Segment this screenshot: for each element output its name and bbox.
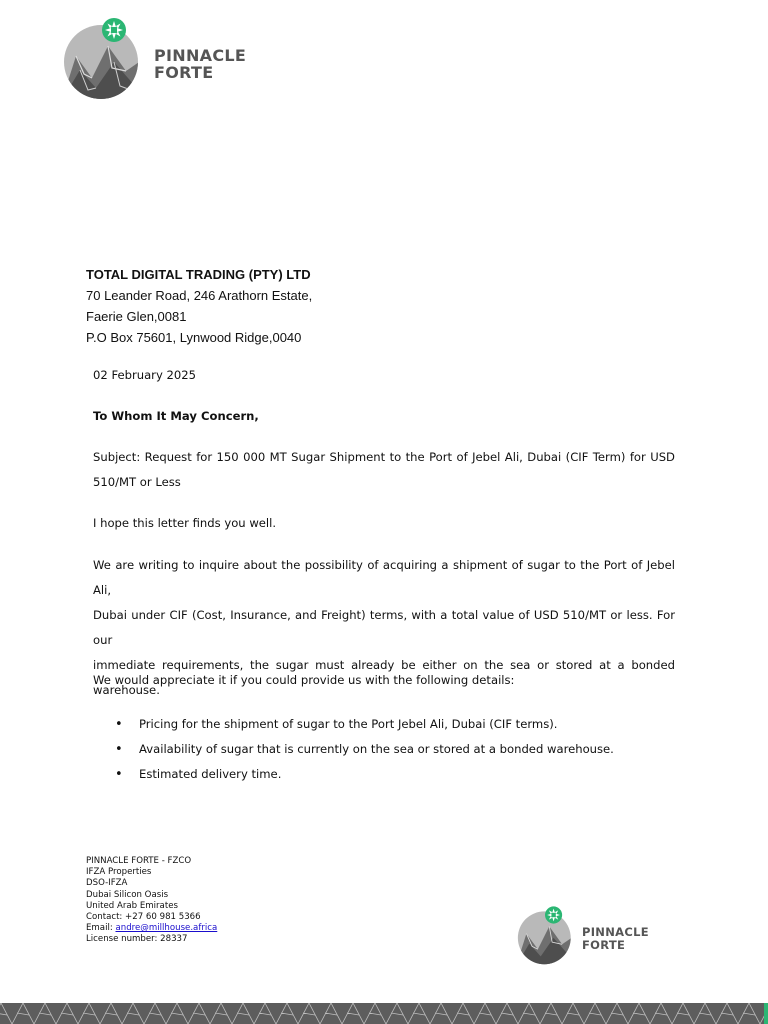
subject-line: Subject: Request for 150 000 MT Sugar Shipment to the Port of Jebel Ali, Dubai (CIF Term) for USD <box>93 450 675 464</box>
recipient-address-line: P.O Box 75601, Lynwood Ridge,0040 <box>86 330 302 345</box>
paragraph-line: We are writing to inquire about the possibility of acquiring a shipment of sugar to the Port of Jebel Ali, <box>93 558 675 597</box>
footer-contact: Contact: +27 60 981 5366 <box>86 912 201 923</box>
list-item: • Availability of sugar that is currently on the sea or stored at a bonded warehouse. <box>93 737 614 762</box>
email-link[interactable]: andre@millhouse.africa <box>115 923 218 934</box>
letter-greeting: I hope this letter finds you well. <box>93 516 277 530</box>
footer-line: United Arab Emirates <box>86 900 178 911</box>
paragraph-line: immediate requirements, the sugar must already be either on the sea or stored at a bonded <box>93 658 675 672</box>
paragraph-line: Dubai under CIF (Cost, Insurance, and Freight) terms, with a total value of USD 510/MT or less. For our <box>93 608 675 647</box>
letter-salutation: To Whom It May Concern, <box>93 409 259 423</box>
footer-email-row <box>86 923 217 934</box>
decorative-footer-band <box>0 1003 768 1024</box>
recipient-block <box>86 264 312 348</box>
subject-line: 510/MT or Less <box>93 475 181 489</box>
list-item: • Pricing for the shipment of sugar to the Port Jebel Ali, Dubai (CIF terms). <box>93 712 614 737</box>
logo-line-1: PINNACLE <box>582 925 649 939</box>
paragraph-line: warehouse. <box>93 683 160 697</box>
footer-license: License number: 28337 <box>86 934 188 945</box>
footer-line: PINNACLE FORTE - FZCO <box>86 856 192 866</box>
footer-line: IFZA Properties <box>86 867 152 878</box>
pinnacle-forte-logo-icon <box>516 905 574 965</box>
pinnacle-forte-logo-icon <box>62 16 142 100</box>
details-list <box>93 712 614 787</box>
letter-request-intro: We would appreciate it if you could provide us with the following details: <box>93 673 515 687</box>
logo-line-2: FORTE <box>582 937 626 952</box>
recipient-address-line: 70 Leander Road, 246 Arathorn Estate, <box>86 288 313 303</box>
recipient-company: TOTAL DIGITAL TRADING (PTY) LTD <box>86 267 311 282</box>
letter-subject <box>93 445 675 495</box>
logo-line-2: FORTE <box>154 63 214 82</box>
recipient-address-line: Faerie Glen,0081 <box>86 309 187 324</box>
list-item: • Estimated delivery time. <box>93 762 614 787</box>
footer-line: DSO-IFZA <box>86 878 128 889</box>
footer-logo-wordmark <box>582 927 649 951</box>
footer-address <box>86 856 217 946</box>
logo-wordmark <box>154 48 246 81</box>
footer-email-label: Email: <box>86 923 116 934</box>
footer-line: Dubai Silicon Oasis <box>86 889 169 900</box>
letter-date: 02 February 2025 <box>93 368 197 382</box>
logo-line-1: PINNACLE <box>154 46 247 65</box>
